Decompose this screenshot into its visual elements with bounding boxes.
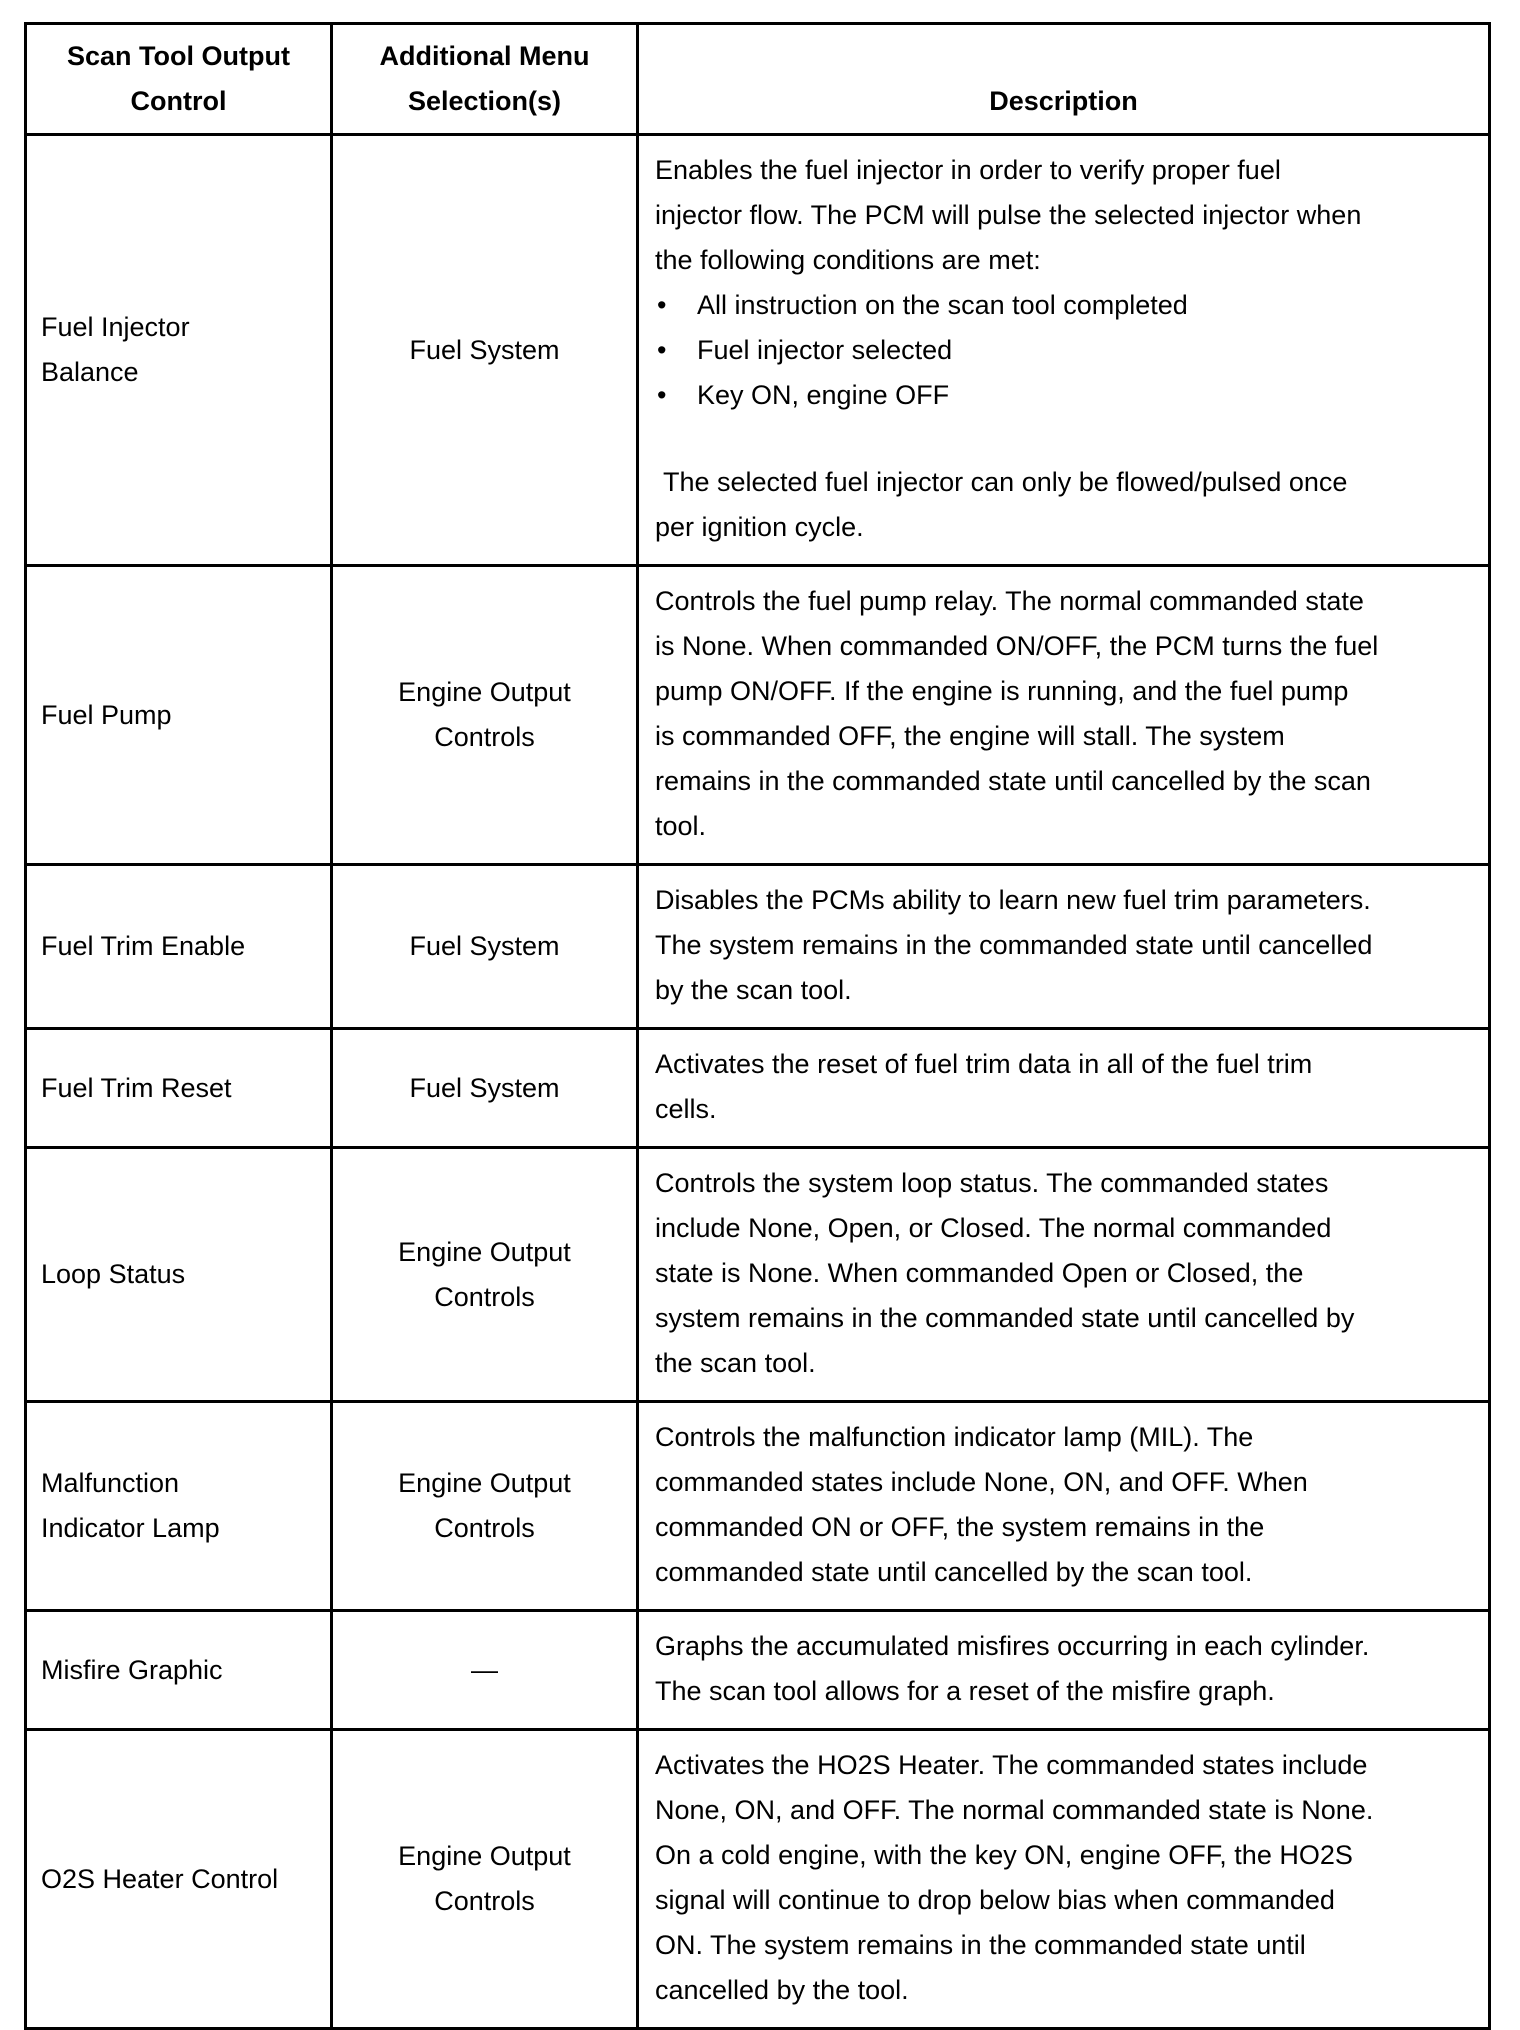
- header-menu-line: Selection(s): [407, 86, 562, 116]
- scan-tool-output-control-table: [24, 22, 1491, 2030]
- menu-line: Engine Output: [398, 1841, 571, 1871]
- menu-line: Fuel System: [409, 931, 560, 961]
- menu-cell: [332, 1611, 638, 1730]
- header-menu-line: Additional Menu: [379, 41, 590, 71]
- header-description: [638, 24, 1490, 135]
- header-scan-tool-output-control: [26, 24, 332, 135]
- bullet-text: Key ON, engine OFF: [697, 380, 950, 410]
- bullet-icon: •: [657, 380, 667, 410]
- description-cell: [638, 1402, 1490, 1611]
- table-row: [26, 865, 1490, 1029]
- menu-cell: [332, 1402, 638, 1611]
- description-line: On a cold engine, with the key ON, engine OFF, the HO2S: [655, 1840, 1353, 1870]
- menu-cell: [332, 865, 638, 1029]
- description-line: signal will continue to drop below bias when commanded: [655, 1885, 1335, 1915]
- control-cell: [26, 135, 332, 566]
- bullet-icon: •: [657, 335, 667, 365]
- description-cell: [638, 566, 1490, 865]
- control-line: Indicator Lamp: [41, 1513, 220, 1543]
- description-cell: [638, 135, 1490, 566]
- control-line: O2S Heater Control: [41, 1863, 279, 1894]
- menu-line: Fuel System: [409, 334, 560, 365]
- menu-line: Controls: [434, 1281, 535, 1312]
- control-line: Fuel Injector: [41, 312, 190, 342]
- list-item: [655, 373, 1472, 418]
- control-cell: [26, 566, 332, 865]
- description-line: by the scan tool.: [655, 975, 852, 1005]
- control-line: Balance: [41, 357, 139, 387]
- menu-line: Fuel System: [409, 1072, 560, 1103]
- description-cell: [638, 865, 1490, 1029]
- table-row: [26, 1029, 1490, 1148]
- table-row: [26, 1148, 1490, 1402]
- menu-cell: [332, 1730, 638, 2029]
- description-line: include None, Open, or Closed. The normal commanded: [655, 1213, 1332, 1243]
- header-row: [26, 24, 1490, 135]
- description-line: Graphs the accumulated misfires occurring in each cylinder.: [655, 1631, 1370, 1661]
- description-line: commanded state until cancelled by the scan tool.: [655, 1557, 1253, 1587]
- description-line: Controls the malfunction indicator lamp (MIL). The: [655, 1422, 1254, 1452]
- description-line: None, ON, and OFF. The normal commanded state is None.: [655, 1795, 1374, 1825]
- description-line: Activates the HO2S Heater. The commanded states include: [655, 1750, 1368, 1780]
- header-additional-menu-selections: [332, 24, 638, 135]
- description-line: Controls the system loop status. The commanded states: [655, 1168, 1329, 1198]
- description-line: injector flow. The PCM will pulse the selected injector when: [655, 200, 1362, 230]
- control-cell: [26, 1029, 332, 1148]
- control-line: Fuel Trim Enable: [41, 931, 246, 961]
- table-row: [26, 135, 1490, 566]
- menu-line: Engine Output: [398, 677, 571, 707]
- description-cell: [638, 1029, 1490, 1148]
- control-line: Fuel Trim Reset: [41, 1072, 232, 1103]
- control-cell: [26, 1402, 332, 1611]
- table-row: [26, 1611, 1490, 1730]
- header-control-line: Scan Tool Output: [67, 41, 290, 71]
- menu-cell: [332, 566, 638, 865]
- description-line: commanded states include None, ON, and OFF. When: [655, 1467, 1308, 1497]
- description-line: per ignition cycle.: [655, 512, 864, 542]
- description-line: remains in the commanded state until cancelled by the scan: [655, 766, 1371, 796]
- description-line: cancelled by the tool.: [655, 1975, 909, 2005]
- control-cell: [26, 1148, 332, 1402]
- menu-line: —: [471, 1654, 498, 1685]
- control-line: Fuel Pump: [41, 699, 172, 730]
- control-cell: [26, 1611, 332, 1730]
- description-line: tool.: [655, 811, 707, 841]
- control-line: Loop Status: [41, 1259, 186, 1289]
- menu-line: Controls: [434, 722, 535, 752]
- bullet-text: Fuel injector selected: [697, 335, 953, 365]
- description-cell: [638, 1148, 1490, 1402]
- menu-cell: [332, 135, 638, 566]
- header-control-line: Control: [130, 86, 227, 116]
- table-row: [26, 566, 1490, 865]
- header-description-text: Description: [989, 86, 1138, 116]
- description-line: is None. When commanded ON/OFF, the PCM turns the fuel: [655, 631, 1379, 661]
- menu-line: Engine Output: [398, 1468, 571, 1498]
- description-line: the following conditions are met:: [655, 245, 1041, 275]
- menu-cell: [332, 1029, 638, 1148]
- description-line: commanded ON or OFF, the system remains in the: [655, 1512, 1265, 1542]
- description-line: Enables the fuel injector in order to verify proper fuel: [655, 155, 1281, 185]
- description-line: The system remains in the commanded state until cancelled: [655, 930, 1373, 960]
- description-line: The selected fuel injector can only be flowed/pulsed once: [663, 467, 1348, 497]
- menu-cell: [332, 1148, 638, 1402]
- description-cell: [638, 1611, 1490, 1730]
- menu-line: Controls: [434, 1513, 535, 1543]
- paragraph-gap: [655, 418, 1472, 460]
- menu-line: Engine Output: [398, 1236, 571, 1267]
- description-line: Disables the PCMs ability to learn new fuel trim parameters.: [655, 885, 1371, 915]
- description-line: is commanded OFF, the engine will stall. The system: [655, 721, 1285, 751]
- description-line: The scan tool allows for a reset of the misfire graph.: [655, 1676, 1275, 1706]
- description-line: system remains in the commanded state until cancelled by: [655, 1303, 1355, 1333]
- control-cell: [26, 865, 332, 1029]
- table-row: [26, 1402, 1490, 1611]
- control-line: Malfunction: [41, 1468, 180, 1498]
- description-line: Controls the fuel pump relay. The normal commanded state: [655, 586, 1364, 616]
- description-line: the scan tool.: [655, 1348, 816, 1378]
- conditions-list: [655, 283, 1472, 418]
- description-cell: [638, 1730, 1490, 2029]
- description-line: Activates the reset of fuel trim data in all of the fuel trim: [655, 1049, 1313, 1079]
- bullet-icon: •: [657, 290, 667, 320]
- control-cell: [26, 1730, 332, 2029]
- table-row: [26, 1730, 1490, 2029]
- description-line: pump ON/OFF. If the engine is running, and the fuel pump: [655, 676, 1349, 706]
- bullet-text: All instruction on the scan tool completed: [697, 290, 1188, 320]
- list-item: [655, 283, 1472, 328]
- description-line: ON. The system remains in the commanded state until: [655, 1930, 1306, 1960]
- list-item: [655, 328, 1472, 373]
- menu-line: Controls: [434, 1886, 535, 1916]
- control-line: Misfire Graphic: [41, 1654, 223, 1685]
- description-line: state is None. When commanded Open or Closed, the: [655, 1258, 1304, 1288]
- description-line: cells.: [655, 1094, 717, 1124]
